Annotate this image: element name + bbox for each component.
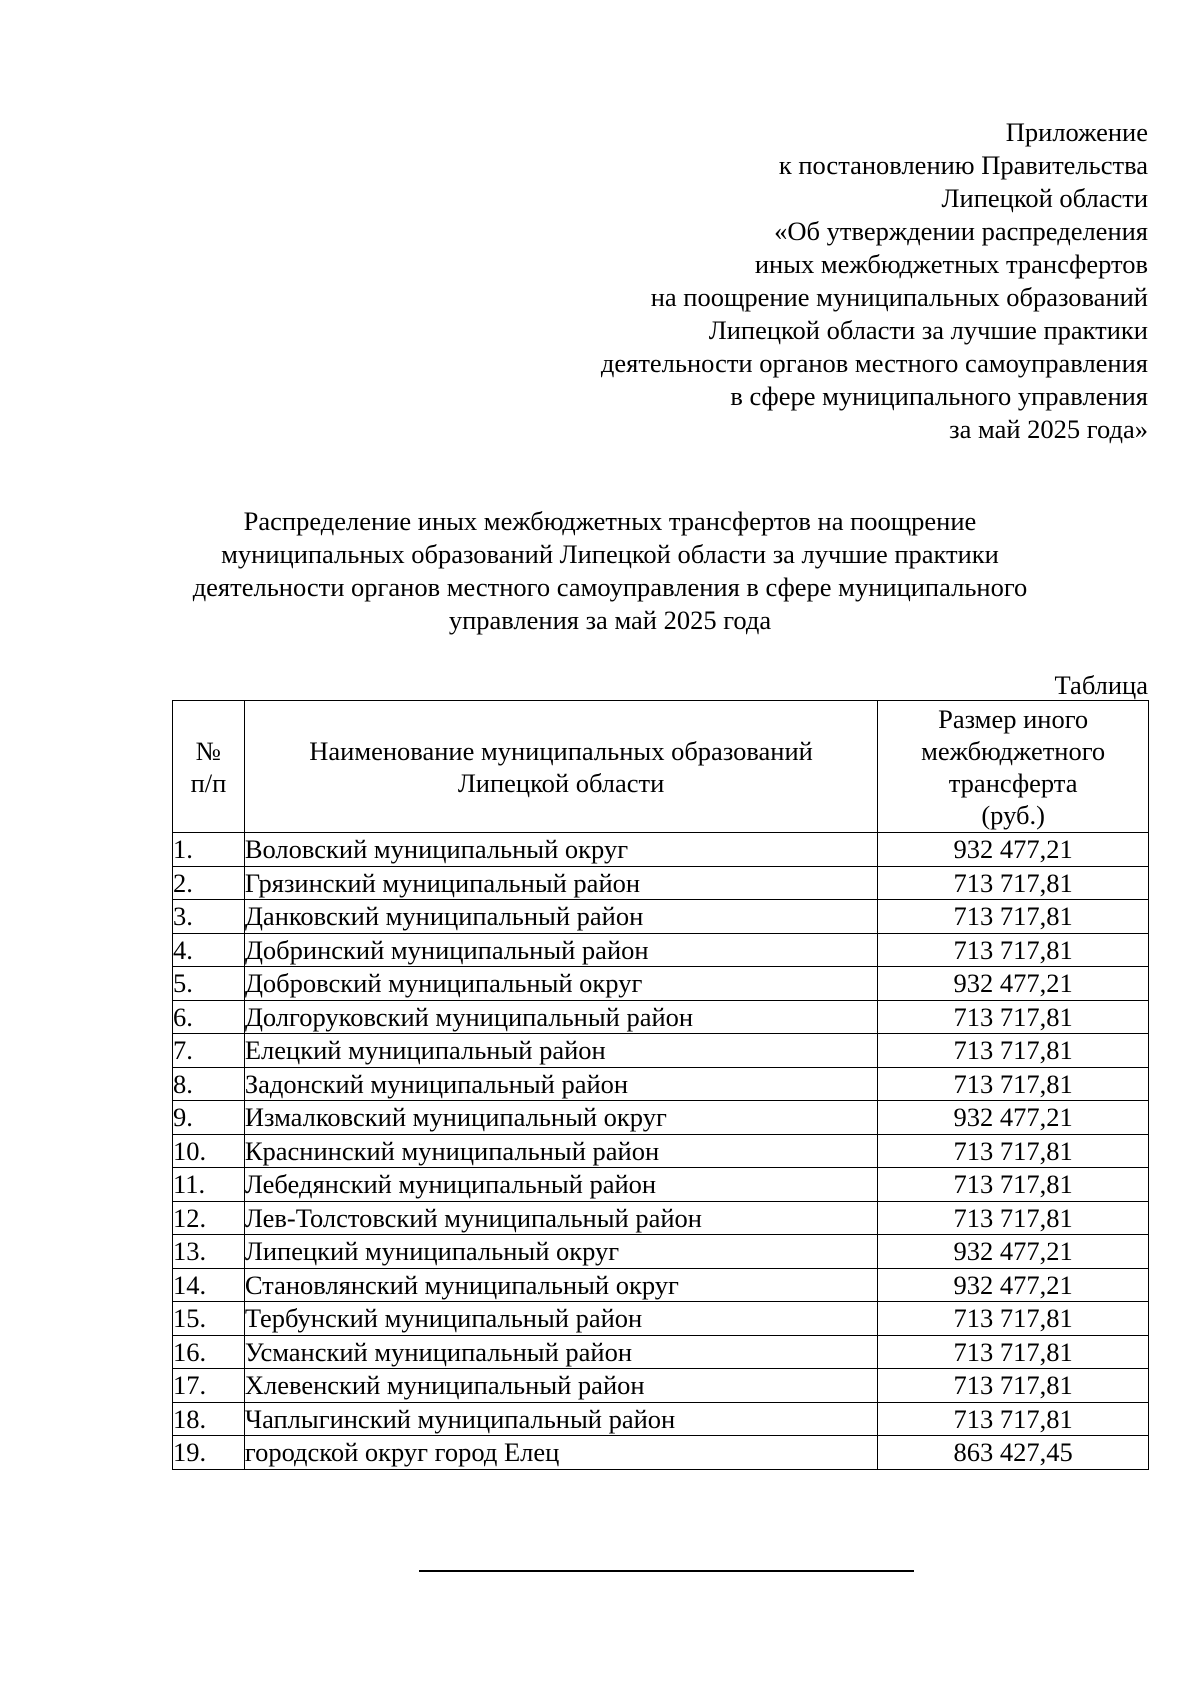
municipality-name: Лебедянский муниципальный район <box>244 1168 877 1202</box>
table-row <box>173 1235 1149 1269</box>
row-number: 13. <box>173 1235 245 1269</box>
municipality-name: Данковский муниципальный район <box>244 900 877 934</box>
municipality-name: Воловский муниципальный округ <box>244 833 877 867</box>
table-row <box>173 1168 1149 1202</box>
row-number: 6. <box>173 1000 245 1034</box>
appendix-line: Липецкой области за лучшие практики <box>708 315 1148 345</box>
row-number: 15. <box>173 1302 245 1336</box>
header-num-line: п/п <box>190 767 227 798</box>
appendix-line: Липецкой области <box>941 183 1148 213</box>
transfer-amount: 863 427,45 <box>878 1436 1149 1470</box>
transfer-amount: 713 717,81 <box>878 1000 1149 1034</box>
distribution-table <box>172 700 1149 1470</box>
table-row <box>173 900 1149 934</box>
municipality-name: Елецкий муниципальный район <box>244 1034 877 1068</box>
transfer-amount: 932 477,21 <box>878 967 1149 1001</box>
table-row <box>173 1067 1149 1101</box>
appendix-line: иных межбюджетных трансфертов <box>754 249 1148 279</box>
table-row <box>173 967 1149 1001</box>
table-row <box>173 1302 1149 1336</box>
row-number: 5. <box>173 967 245 1001</box>
header-amount <box>878 701 1149 833</box>
table-row <box>173 1268 1149 1302</box>
table-row <box>173 933 1149 967</box>
municipality-name: городской округ город Елец <box>244 1436 877 1470</box>
table-row <box>173 1402 1149 1436</box>
appendix-line: к постановлению Правительства <box>778 150 1148 180</box>
table-row <box>173 1369 1149 1403</box>
table-row <box>173 1034 1149 1068</box>
appendix-line: Приложение <box>1005 117 1148 147</box>
header-amount-line: (руб.) <box>981 799 1045 830</box>
municipality-name: Краснинский муниципальный район <box>244 1134 877 1168</box>
municipality-name: Добринский муниципальный район <box>244 933 877 967</box>
row-number: 2. <box>173 866 245 900</box>
appendix-line: на поощрение муниципальных образований <box>650 282 1148 312</box>
row-number: 11. <box>173 1168 245 1202</box>
document-title <box>170 505 1050 637</box>
header-num-line: № <box>195 735 222 766</box>
transfer-amount: 713 717,81 <box>878 1402 1149 1436</box>
row-number: 16. <box>173 1335 245 1369</box>
header-amount-line: Размер иного <box>938 703 1089 734</box>
table-caption: Таблица <box>1054 670 1148 700</box>
row-number: 19. <box>173 1436 245 1470</box>
municipality-name: Грязинский муниципальный район <box>244 866 877 900</box>
row-number: 10. <box>173 1134 245 1168</box>
transfer-amount: 932 477,21 <box>878 1268 1149 1302</box>
municipality-name: Задонский муниципальный район <box>244 1067 877 1101</box>
appendix-header <box>448 116 1148 446</box>
row-number: 7. <box>173 1034 245 1068</box>
municipality-name: Хлевенский муниципальный район <box>244 1369 877 1403</box>
municipality-name: Становлянский муниципальный округ <box>244 1268 877 1302</box>
transfer-amount: 713 717,81 <box>878 1302 1149 1336</box>
title-line: управления за май 2025 года <box>448 605 772 635</box>
header-name-line: Липецкой области <box>457 767 665 798</box>
table-row <box>173 866 1149 900</box>
row-number: 3. <box>173 900 245 934</box>
appendix-line: «Об утверждении распределения <box>774 216 1148 246</box>
municipality-name: Липецкий муниципальный округ <box>244 1235 877 1269</box>
title-line: муниципальных образований Липецкой области за лучшие практики <box>221 539 999 569</box>
row-number: 4. <box>173 933 245 967</box>
transfer-amount: 713 717,81 <box>878 933 1149 967</box>
transfer-amount: 713 717,81 <box>878 1067 1149 1101</box>
table-row <box>173 1201 1149 1235</box>
transfer-amount: 713 717,81 <box>878 1134 1149 1168</box>
transfer-amount: 713 717,81 <box>878 900 1149 934</box>
transfer-amount: 713 717,81 <box>878 1335 1149 1369</box>
header-num <box>173 701 245 833</box>
transfer-amount: 932 477,21 <box>878 1101 1149 1135</box>
municipality-name: Усманский муниципальный район <box>244 1335 877 1369</box>
title-line: деятельности органов местного самоуправления в сфере муниципального <box>192 572 1028 602</box>
municipality-name: Добровский муниципальный округ <box>244 967 877 1001</box>
header-name-line: Наименование муниципальных образований <box>309 735 813 766</box>
transfer-amount: 713 717,81 <box>878 1034 1149 1068</box>
table-header-row <box>173 701 1149 833</box>
municipality-name: Тербунский муниципальный район <box>244 1302 877 1336</box>
transfer-amount: 932 477,21 <box>878 833 1149 867</box>
table-body <box>173 833 1149 1470</box>
row-number: 9. <box>173 1101 245 1135</box>
header-amount-line: трансферта <box>948 767 1078 798</box>
appendix-line: деятельности органов местного самоуправления <box>600 348 1148 378</box>
municipality-name: Долгоруковский муниципальный район <box>244 1000 877 1034</box>
appendix-line: в сфере муниципального управления <box>730 381 1148 411</box>
table-row <box>173 1000 1149 1034</box>
table-row <box>173 1335 1149 1369</box>
municipality-name: Измалковский муниципальный округ <box>244 1101 877 1135</box>
transfer-amount: 932 477,21 <box>878 1235 1149 1269</box>
transfer-amount: 713 717,81 <box>878 1369 1149 1403</box>
table-row <box>173 1101 1149 1135</box>
transfer-amount: 713 717,81 <box>878 1168 1149 1202</box>
header-name <box>244 701 877 833</box>
header-amount-line: межбюджетного <box>921 735 1106 766</box>
table-row <box>173 1436 1149 1470</box>
transfer-amount: 713 717,81 <box>878 1201 1149 1235</box>
row-number: 1. <box>173 833 245 867</box>
row-number: 12. <box>173 1201 245 1235</box>
row-number: 8. <box>173 1067 245 1101</box>
table-row <box>173 1134 1149 1168</box>
table-row <box>173 833 1149 867</box>
transfer-amount: 713 717,81 <box>878 866 1149 900</box>
row-number: 14. <box>173 1268 245 1302</box>
row-number: 17. <box>173 1369 245 1403</box>
appendix-line: за май 2025 года» <box>949 414 1148 444</box>
title-line: Распределение иных межбюджетных трансфертов на поощрение <box>243 506 977 536</box>
municipality-name: Чаплыгинский муниципальный район <box>244 1402 877 1436</box>
row-number: 18. <box>173 1402 245 1436</box>
end-divider <box>419 1570 914 1572</box>
municipality-name: Лев-Толстовский муниципальный район <box>244 1201 877 1235</box>
